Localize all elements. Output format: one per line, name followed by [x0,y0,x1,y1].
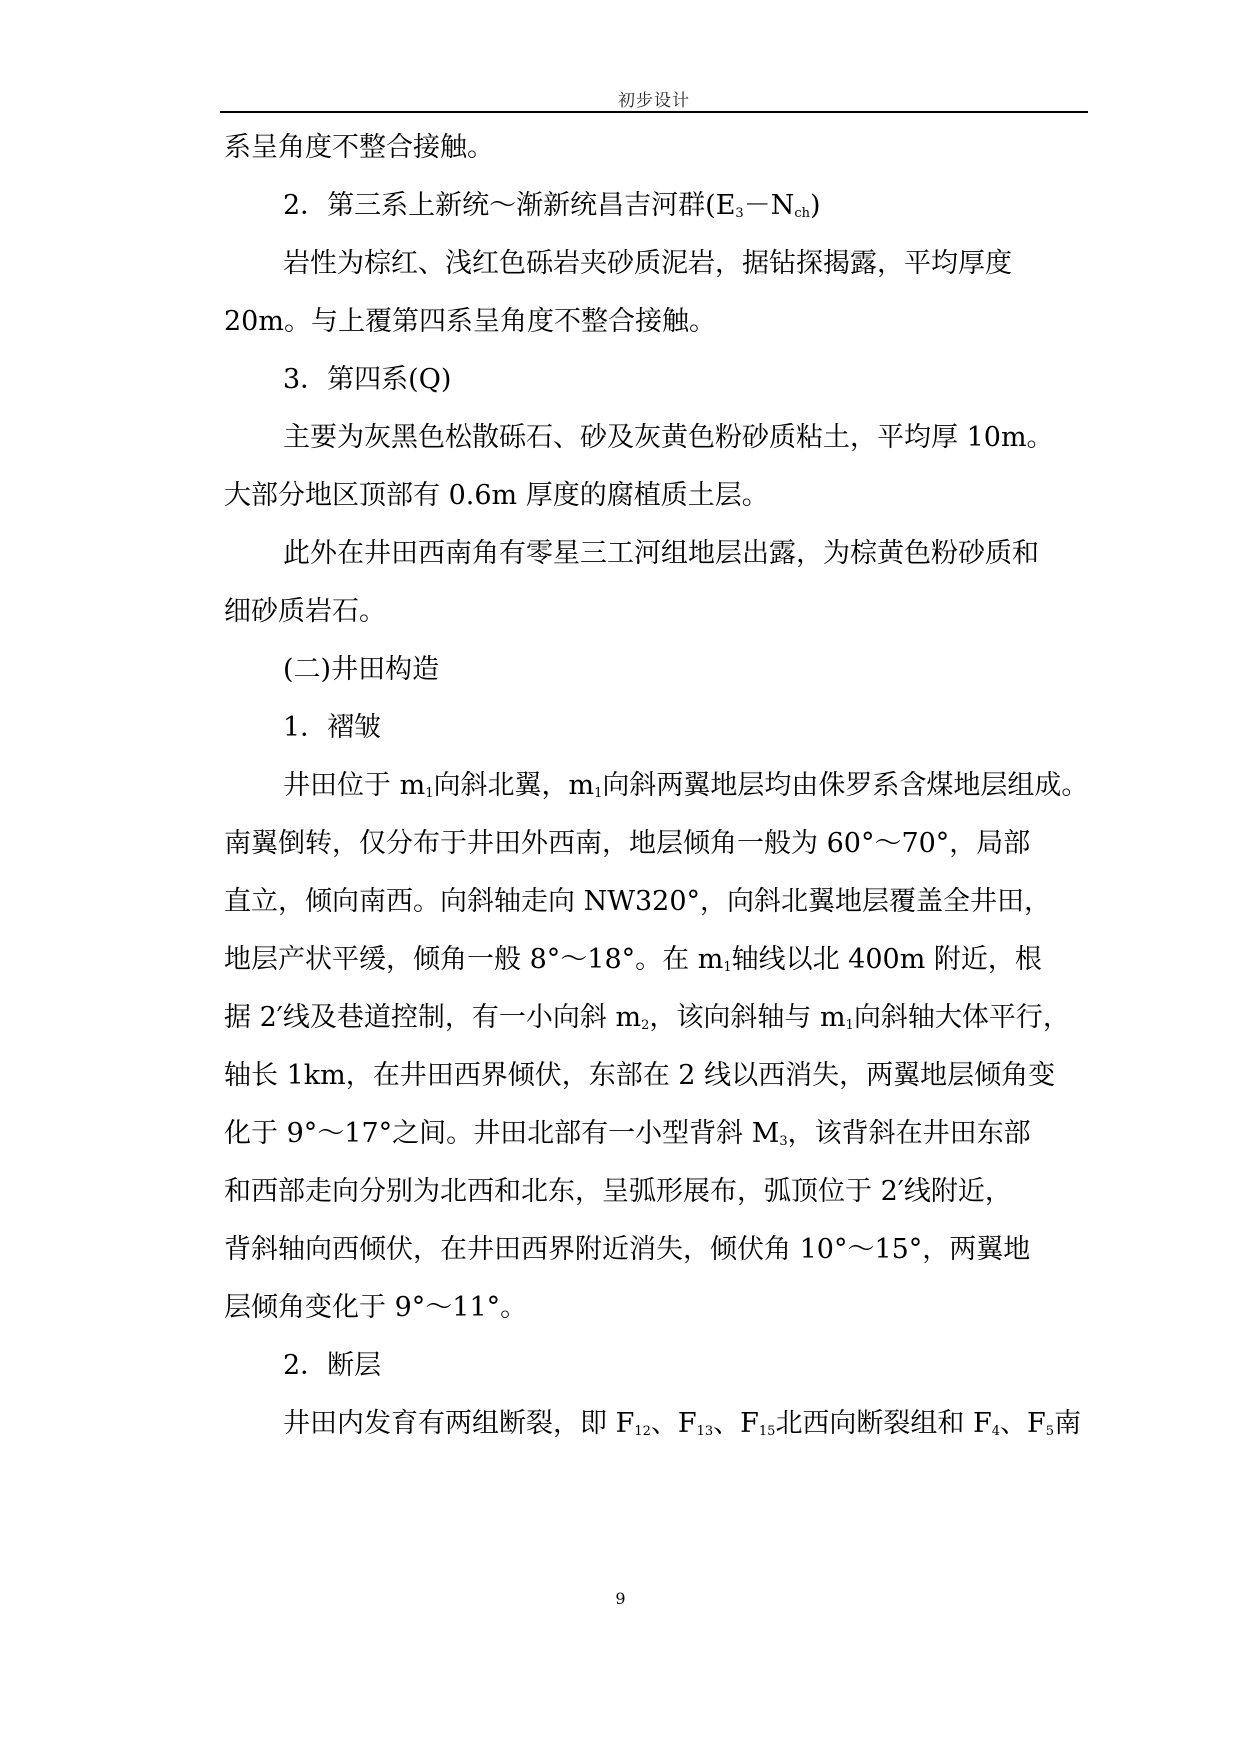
section-heading: 2．断层 [283,1350,382,1381]
text-line: 岩性为棕红、浅红色砾岩夹砂质泥岩，据钻探揭露，平均厚度 [283,248,1012,279]
text-line: 大部分地区顶部有 0.6m 厚度的腐植质土层。 [224,480,769,511]
text-line: 背斜轴向西倾伏，在井田西界附近消失，倾伏角 10°～15°，两翼地 [224,1234,1031,1265]
text-line: 地层产状平缓，倾角一般 8°～18°。在 $m_1$轴线以北 400m 附近，根 [224,944,1042,975]
header-rule [220,111,1088,113]
text-line: 20m。与上覆第四系呈角度不整合接触。 [224,306,716,337]
text-line: 井田内发育有两组断裂，即 $F_{12}$、$F_{13}$、$F_{15}$北西向断裂组和 $F_4$、$F_5$南 [283,1408,1082,1439]
text-line: 化于 9°～17°之间。井田北部有一小型背斜 $M_3$，该背斜在井田东部 [224,1118,1031,1149]
page-number: 9 [615,1589,626,1608]
text-line: 层倾角变化于 9°～11°。 [224,1292,528,1323]
text-line: 据 2′线及巷道控制，有一小向斜 $m_2$，该向斜轴与 $m_1$向斜轴大体平行， [224,1002,1070,1033]
text-line: 南翼倒转，仅分布于井田外西南，地层倾角一般为 60°～70°，局部 [224,828,1031,859]
text-line: 和西部走向分别为北西和北东，呈弧形展布，弧顶位于 2′线附近， [224,1176,1012,1207]
text-line: 主要为灰黑色松散砾石、砂及灰黄色粉砂质粘土，平均厚 10m。 [283,422,1054,453]
text-line: 轴长 1km，在井田西界倾伏，东部在 2 线以西消失，两翼地层倾角变 [224,1060,1056,1091]
text-line: 系呈角度不整合接触。 [224,132,494,163]
text-line: 井田位于 $m_1$向斜北翼，$m_1$向斜两翼地层均由侏罗系含煤地层组成。 [283,770,1089,801]
text-line: 直立，倾向南西。向斜轴走向 NW320°，向斜北翼地层覆盖全井田， [224,886,1051,917]
section-heading: 1．褶皱 [283,712,382,743]
text-line: 此外在井田西南角有零星三工河组地层出露，为棕黄色粉砂质和 [283,538,1039,569]
section-heading: 2．第三系上新统～渐新统昌吉河群$(E_3-N_{ch})$ [283,190,821,221]
running-header: 初步设计 [618,91,690,111]
text-line: 细砂质岩石。 [224,596,386,627]
section-heading: 3．第四系(Q) [283,364,452,395]
section-heading: (二)井田构造 [283,654,440,685]
